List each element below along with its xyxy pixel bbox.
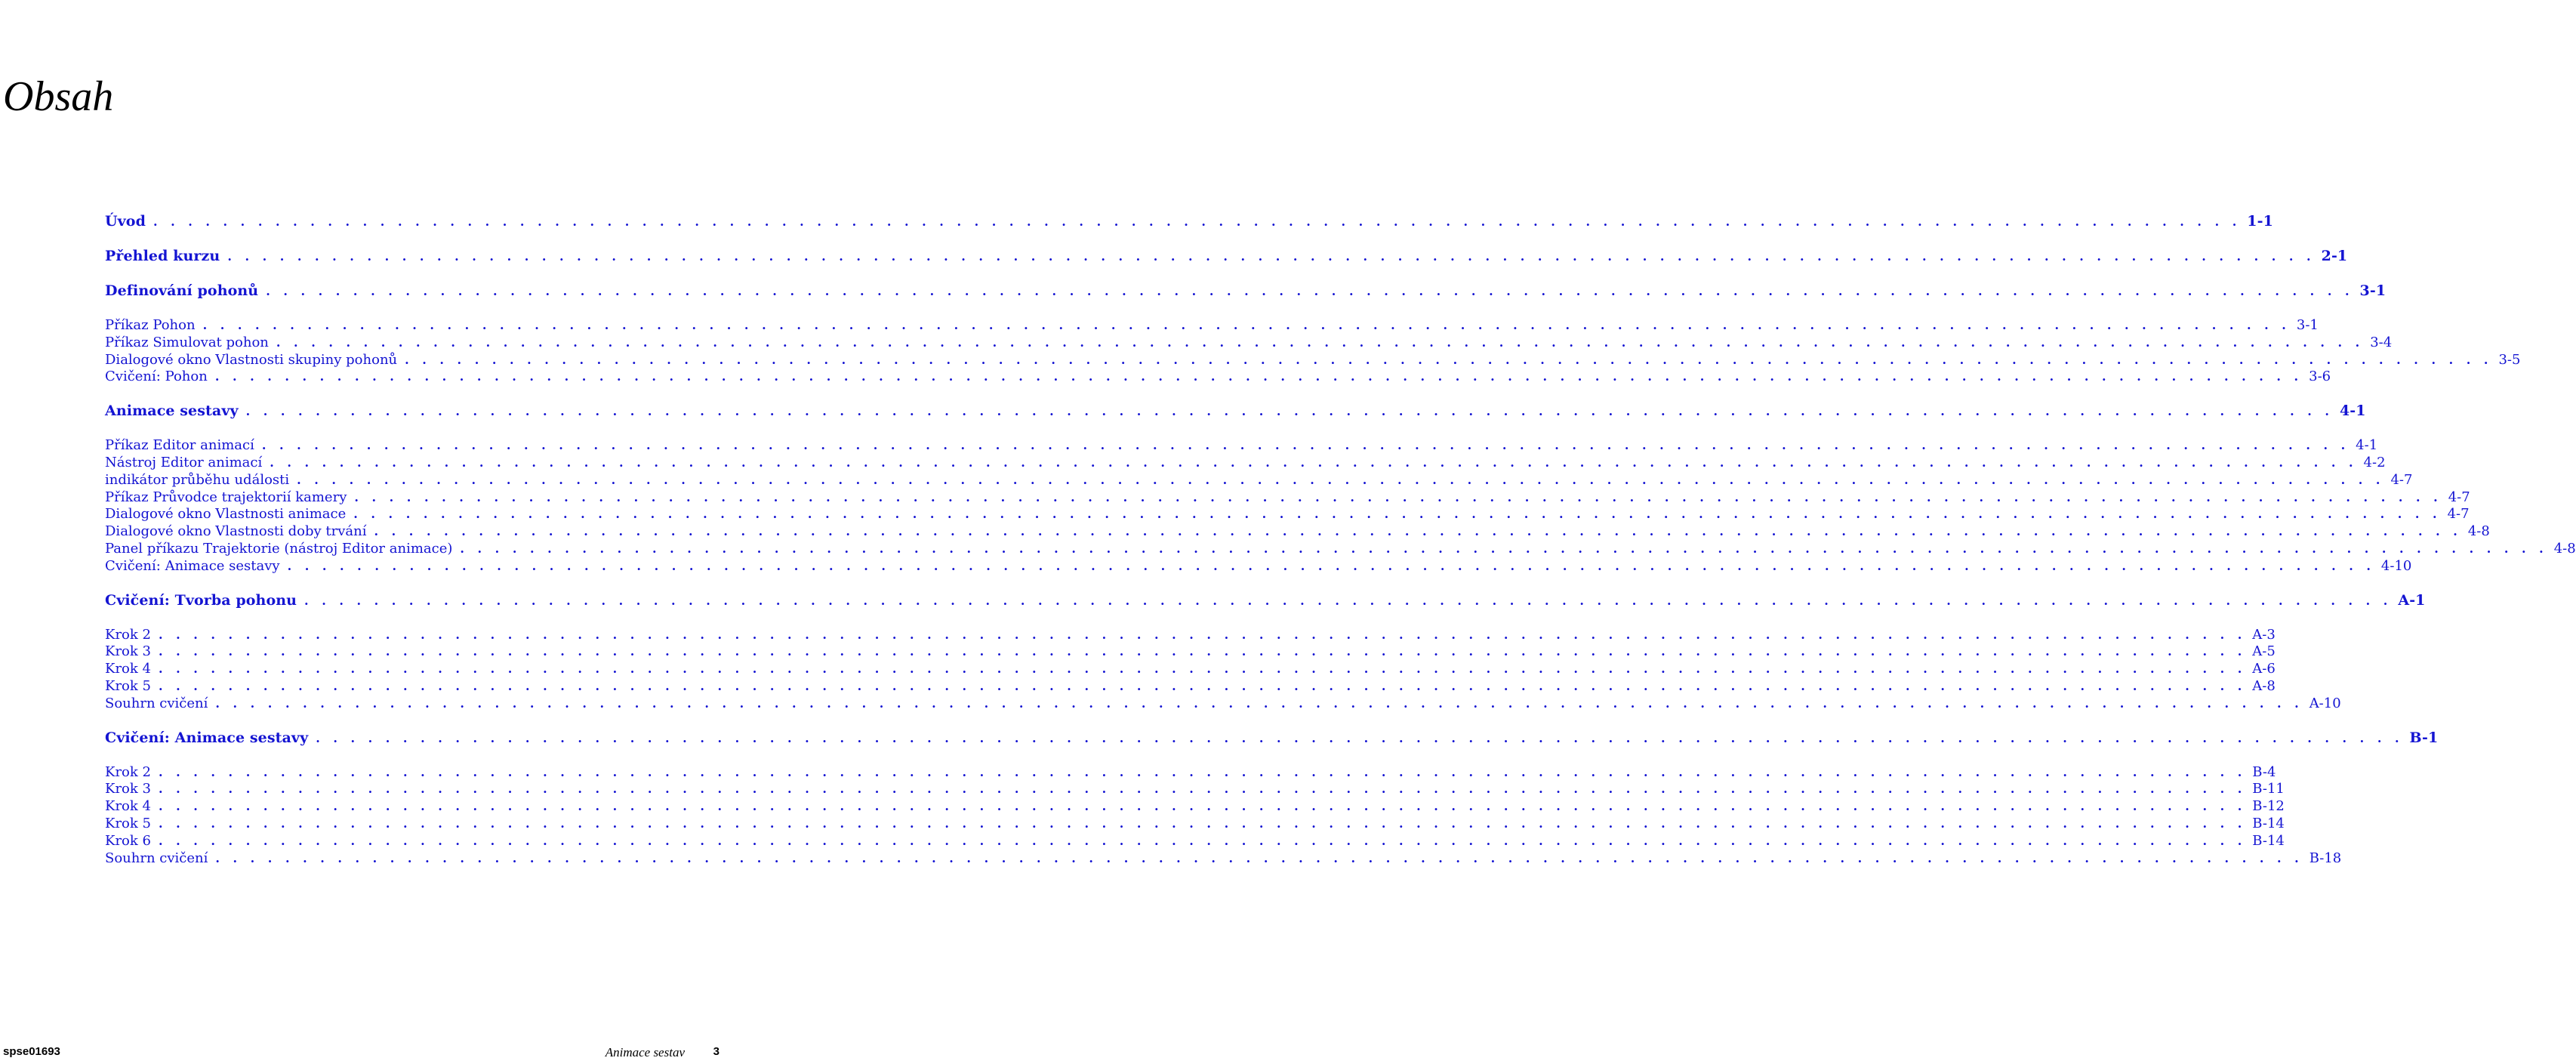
toc-chapter-link[interactable]	[105, 403, 2366, 424]
toc-entry-link[interactable]	[105, 850, 2342, 868]
toc-dot-leader: . . . . . . . . . . . . . . . . . . . . . . . . . . . . . . . . . . . . . . . . . . . . . . . . . . . . . . . . . . . . . . . . . . . . . . . . . . . . . . . . . . . . . . . . . . . . . . . . . . . . . . . . . . . . . . . . . . . . . . . .	[158, 782, 2247, 797]
toc-entry-link[interactable]	[105, 557, 2412, 575]
toc-page-number: B-1	[2409, 729, 2439, 746]
footer-doc-id: spse01693	[3, 1045, 60, 1058]
table-of-contents	[105, 213, 2576, 884]
toc-entry-link[interactable]	[105, 437, 2378, 455]
toc-entry-label: Příkaz Průvodce trajektorií kamery	[105, 489, 347, 505]
toc-entry-label: Souhrn cvičení	[105, 850, 208, 866]
toc-dot-leader: . . . . . . . . . . . . . . . . . . . . . . . . . . . . . . . . . . . . . . . . . . . . . . . . . . . . . . . . . . . . . . . . . . . . . . . . . . . . . . . . . . . . . . . . . . . . . . . . . . . . . . . . . . . . . . . . . . . . . . . .	[354, 489, 2442, 504]
toc-entry-label: Příkaz Pohon	[105, 317, 196, 333]
toc-entry-label: Cvičení: Tvorba pohonu	[105, 591, 297, 609]
toc-page-number: A-10	[2309, 695, 2341, 711]
toc-dot-leader: . . . . . . . . . . . . . . . . . . . . . . . . . . . . . . . . . . . . . . . . . . . . . . . . . . . . . . . . . . . . . . . . . . . . . . . . . . . . . . . . . . . . . . . . . . . . . . . . . . . . . . . . . . . . . . . . . . . . . . . .	[227, 249, 2316, 264]
toc-entry-label: Nástroj Editor animací	[105, 454, 263, 470]
toc-entry-label: Cvičení: Animace sestavy	[105, 729, 309, 746]
toc-page-number: A-5	[2252, 643, 2276, 660]
toc-entry-label: Dialogové okno Vlastnosti animace	[105, 506, 347, 523]
toc-entry-link[interactable]	[105, 506, 2470, 523]
toc-dot-leader: . . . . . . . . . . . . . . . . . . . . . . . . . . . . . . . . . . . . . . . . . . . . . . . . . . . . . . . . . . . . . . . . . . . . . . . . . . . . . . . . . . . . . . . . . . . . . . . . . . . . . . . . . . . . . . . . . . . . . . . .	[158, 644, 2247, 659]
toc-entry-link[interactable]	[105, 540, 2576, 558]
toc-entry-link[interactable]	[105, 471, 2413, 489]
toc-page-number: 4-10	[2380, 557, 2412, 574]
toc-entry-label: Animace sestavy	[105, 403, 239, 420]
toc-entry-label: Cvičení: Pohon	[105, 369, 208, 385]
toc-dot-leader: . . . . . . . . . . . . . . . . . . . . . . . . . . . . . . . . . . . . . . . . . . . . . . . . . . . . . . . . . . . . . . . . . . . . . . . . . . . . . . . . . . . . . . . . . . . . . . . . . . . . . . . . . . . . . . . . . . . . . . . .	[153, 214, 2242, 229]
toc-page-number: 4-8	[2553, 540, 2576, 557]
toc-page-number: 4-2	[2363, 454, 2386, 470]
toc-entry-label: Přehled kurzu	[105, 248, 220, 264]
toc-chapter-link[interactable]	[105, 591, 2426, 613]
toc-section	[105, 729, 2439, 884]
toc-entry-label: Krok 4	[105, 798, 151, 815]
toc-dot-leader: . . . . . . . . . . . . . . . . . . . . . . . . . . . . . . . . . . . . . . . . . . . . . . . . . . . . . . . . . . . . . . . . . . . . . . . . . . . . . . . . . . . . . . . . . . . . . . . . . . . . . . . . . . . . . . . . . . . . . . . .	[297, 472, 2385, 487]
toc-entry-label: Úvod	[105, 213, 146, 230]
toc-page-number: 3-4	[2370, 334, 2393, 350]
toc-dot-leader: . . . . . . . . . . . . . . . . . . . . . . . . . . . . . . . . . . . . . . . . . . . . . . . . . . . . . . . . . . . . . . . . . . . . . . . . . . . . . . . . . . . . . . . . . . . . . . . . . . . . . . . . . . . . . . . . . . . . . . . .	[287, 558, 2375, 573]
toc-entry-label: Panel příkazu Trajektorie (nástroj Editor animace)	[105, 540, 453, 557]
toc-page-number: A-3	[2252, 626, 2276, 643]
toc-page-number: 4-7	[2448, 489, 2470, 505]
toc-entry-label: Krok 2	[105, 626, 151, 643]
toc-entry-link[interactable]	[105, 454, 2386, 472]
toc-dot-leader: . . . . . . . . . . . . . . . . . . . . . . . . . . . . . . . . . . . . . . . . . . . . . . . . . . . . . . . . . . . . . . . . . . . . . . . . . . . . . . . . . . . . . . . . . . . . . . . . . . . . . . . . . . . . . . . . . . . . . . . .	[202, 318, 2291, 332]
toc-entry-link[interactable]	[105, 832, 2285, 850]
page-title: Obsah	[3, 73, 114, 120]
toc-page-number: 4-8	[2467, 523, 2490, 540]
toc-page-number: 3-6	[2309, 369, 2331, 385]
page-footer	[3, 1045, 719, 1060]
toc-page-number: 3-1	[2296, 317, 2319, 333]
toc-entry-link[interactable]	[105, 523, 2490, 541]
toc-dot-leader: . . . . . . . . . . . . . . . . . . . . . . . . . . . . . . . . . . . . . . . . . . . . . . . . . . . . . . . . . . . . . . . . . . . . . . . . . . . . . . . . . . . . . . . . . . . . . . . . . . . . . . . . . . . . . . . . . . . . . . . .	[374, 524, 2462, 539]
toc-entry-label: Krok 5	[105, 677, 151, 694]
toc-chapter-link[interactable]	[105, 248, 2348, 269]
toc-section	[105, 213, 2273, 248]
toc-dot-leader: . . . . . . . . . . . . . . . . . . . . . . . . . . . . . . . . . . . . . . . . . . . . . . . . . . . . . . . . . . . . . . . . . . . . . . . . . . . . . . . . . . . . . . . . . . . . . . . . . . . . . . . . . . . . . . . . . . . . . . . .	[158, 678, 2247, 693]
toc-section	[105, 282, 2521, 403]
toc-page-number: 1-1	[2247, 213, 2273, 230]
toc-entry-link[interactable]	[105, 334, 2393, 352]
toc-entry-label: Definování pohonů	[105, 282, 259, 299]
toc-dot-leader: . . . . . . . . . . . . . . . . . . . . . . . . . . . . . . . . . . . . . . . . . . . . . . . . . . . . . . . . . . . . . . . . . . . . . . . . . . . . . . . . . . . . . . . . . . . . . . . . . . . . . . . . . . . . . . . . . . . . . . . .	[304, 593, 2393, 608]
toc-page-number: 3-5	[2498, 351, 2521, 368]
toc-page-number: B-18	[2309, 850, 2342, 866]
toc-entry-link[interactable]	[105, 643, 2276, 661]
toc-dot-leader: . . . . . . . . . . . . . . . . . . . . . . . . . . . . . . . . . . . . . . . . . . . . . . . . . . . . . . . . . . . . . . . . . . . . . . . . . . . . . . . . . . . . . . . . . . . . . . . . . . . . . . . . . . . . . . . . . . . . . . . .	[158, 799, 2247, 814]
toc-entry-link[interactable]	[105, 351, 2521, 369]
toc-dot-leader: . . . . . . . . . . . . . . . . . . . . . . . . . . . . . . . . . . . . . . . . . . . . . . . . . . . . . . . . . . . . . . . . . . . . . . . . . . . . . . . . . . . . . . . . . . . . . . . . . . . . . . . . . . . . . . . . . . . . . . . .	[158, 833, 2247, 848]
toc-entry-label: Dialogové okno Vlastnosti doby trvání	[105, 523, 367, 540]
toc-entry-label: Souhrn cvičení	[105, 695, 208, 711]
toc-chapter-link[interactable]	[105, 729, 2439, 751]
toc-page-number: 2-1	[2321, 248, 2348, 264]
toc-entry-link[interactable]	[105, 489, 2470, 507]
toc-page-number: B-14	[2252, 815, 2285, 831]
toc-page-number: 4-1	[2356, 437, 2378, 454]
toc-entry-label: Příkaz Simulovat pohon	[105, 334, 269, 350]
toc-section	[105, 248, 2348, 282]
toc-dot-leader: . . . . . . . . . . . . . . . . . . . . . . . . . . . . . . . . . . . . . . . . . . . . . . . . . . . . . . . . . . . . . . . . . . . . . . . . . . . . . . . . . . . . . . . . . . . . . . . . . . . . . . . . . . . . . . . . . . . . . . . .	[158, 764, 2247, 779]
footer-page-number: 3	[713, 1045, 719, 1058]
toc-entry-label: Dialogové okno Vlastnosti skupiny pohonů	[105, 351, 398, 368]
toc-dot-leader: . . . . . . . . . . . . . . . . . . . . . . . . . . . . . . . . . . . . . . . . . . . . . . . . . . . . . . . . . . . . . . . . . . . . . . . . . . . . . . . . . . . . . . . . . . . . . . . . . . . . . . . . . . . . . . . . . . . . . . . .	[353, 507, 2442, 522]
toc-entry-label: Krok 6	[105, 832, 151, 849]
toc-entry-label: indikátor průběhu události	[105, 471, 290, 488]
toc-entry-link[interactable]	[105, 781, 2285, 798]
toc-entry-link[interactable]	[105, 798, 2285, 816]
toc-dot-leader: . . . . . . . . . . . . . . . . . . . . . . . . . . . . . . . . . . . . . . . . . . . . . . . . . . . . . . . . . . . . . . . . . . . . . . . . . . . . . . . . . . . . . . . . . . . . . . . . . . . . . . . . . . . . . . . . . . . . . . . .	[158, 662, 2247, 677]
toc-entry-label: Příkaz Editor animací	[105, 437, 254, 454]
toc-page-number: 4-7	[2447, 506, 2470, 523]
toc-entry-link[interactable]	[105, 317, 2319, 335]
toc-page-number: B-11	[2252, 781, 2285, 797]
toc-entry-link[interactable]	[105, 695, 2341, 713]
toc-entry-link[interactable]	[105, 677, 2276, 696]
toc-page-number: B-14	[2252, 832, 2285, 849]
toc-entry-label: Cvičení: Animace sestavy	[105, 557, 280, 574]
toc-entry-link[interactable]	[105, 661, 2276, 678]
toc-dot-leader: . . . . . . . . . . . . . . . . . . . . . . . . . . . . . . . . . . . . . . . . . . . . . . . . . . . . . . . . . . . . . . . . . . . . . . . . . . . . . . . . . . . . . . . . . . . . . . . . . . . . . . . . . . . . . . . . . . . . . . . .	[316, 730, 2404, 745]
toc-entry-link[interactable]	[105, 369, 2331, 386]
toc-dot-leader: . . . . . . . . . . . . . . . . . . . . . . . . . . . . . . . . . . . . . . . . . . . . . . . . . . . . . . . . . . . . . . . . . . . . . . . . . . . . . . . . . . . . . . . . . . . . . . . . . . . . . . . . . . . . . . . . . . . . . . . .	[215, 696, 2303, 711]
toc-chapter-link[interactable]	[105, 213, 2273, 234]
toc-page-number: B-12	[2252, 798, 2285, 815]
toc-section	[105, 591, 2426, 729]
toc-dot-leader: . . . . . . . . . . . . . . . . . . . . . . . . . . . . . . . . . . . . . . . . . . . . . . . . . . . . . . . . . . . . . . . . . . . . . . . . . . . . . . . . . . . . . . . . . . . . . . . . . . . . . . . . . . . . . . . . . . . . . . . .	[261, 438, 2350, 453]
toc-dot-leader: . . . . . . . . . . . . . . . . . . . . . . . . . . . . . . . . . . . . . . . . . . . . . . . . . . . . . . . . . . . . . . . . . . . . . . . . . . . . . . . . . . . . . . . . . . . . . . . . . . . . . . . . . . . . . . . . . . . . . . . .	[215, 850, 2303, 865]
toc-entry-link[interactable]	[105, 763, 2276, 782]
toc-dot-leader: . . . . . . . . . . . . . . . . . . . . . . . . . . . . . . . . . . . . . . . . . . . . . . . . . . . . . . . . . . . . . . . . . . . . . . . . . . . . . . . . . . . . . . . . . . . . . . . . . . . . . . . . . . . . . . . . . . . . . . . .	[158, 816, 2247, 831]
toc-dot-leader: . . . . . . . . . . . . . . . . . . . . . . . . . . . . . . . . . . . . . . . . . . . . . . . . . . . . . . . . . . . . . . . . . . . . . . . . . . . . . . . . . . . . . . . . . . . . . . . . . . . . . . . . . . . . . . . . . . . . . . . .	[276, 335, 2365, 350]
toc-page-number: 3-1	[2359, 282, 2386, 299]
toc-dot-leader: . . . . . . . . . . . . . . . . . . . . . . . . . . . . . . . . . . . . . . . . . . . . . . . . . . . . . . . . . . . . . . . . . . . . . . . . . . . . . . . . . . . . . . . . . . . . . . . . . . . . . . . . . . . . . . . . . . . . . . . .	[266, 284, 2354, 298]
toc-entry-label: Krok 2	[105, 763, 151, 780]
toc-dot-leader: . . . . . . . . . . . . . . . . . . . . . . . . . . . . . . . . . . . . . . . . . . . . . . . . . . . . . . . . . . . . . . . . . . . . . . . . . . . . . . . . . . . . . . . . . . . . . . . . . . . . . . . . . . . . . . . . . . . . . . . .	[270, 455, 2358, 470]
toc-entry-label: Krok 3	[105, 643, 151, 660]
toc-page-number: A-1	[2398, 591, 2426, 609]
footer-doc-title: Animace sestav	[605, 1045, 685, 1059]
toc-entry-label: Krok 4	[105, 661, 151, 677]
toc-page-number: B-4	[2252, 763, 2276, 780]
toc-page-number: A-8	[2252, 677, 2276, 694]
toc-dot-leader: . . . . . . . . . . . . . . . . . . . . . . . . . . . . . . . . . . . . . . . . . . . . . . . . . . . . . . . . . . . . . . . . . . . . . . . . . . . . . . . . . . . . . . . . . . . . . . . . . . . . . . . . . . . . . . . . . . . . . . . .	[158, 627, 2247, 642]
toc-entry-label: Krok 3	[105, 781, 151, 797]
toc-dot-leader: . . . . . . . . . . . . . . . . . . . . . . . . . . . . . . . . . . . . . . . . . . . . . . . . . . . . . . . . . . . . . . . . . . . . . . . . . . . . . . . . . . . . . . . . . . . . . . . . . . . . . . . . . . . . . . . . . . . . . . . .	[460, 541, 2548, 556]
toc-entry-link[interactable]	[105, 815, 2285, 833]
toc-dot-leader: . . . . . . . . . . . . . . . . . . . . . . . . . . . . . . . . . . . . . . . . . . . . . . . . . . . . . . . . . . . . . . . . . . . . . . . . . . . . . . . . . . . . . . . . . . . . . . . . . . . . . . . . . . . . . . . . . . . . . . . .	[214, 369, 2303, 384]
toc-page-number: 4-7	[2390, 471, 2413, 488]
toc-page-number: 4-1	[2339, 403, 2366, 420]
toc-dot-leader: . . . . . . . . . . . . . . . . . . . . . . . . . . . . . . . . . . . . . . . . . . . . . . . . . . . . . . . . . . . . . . . . . . . . . . . . . . . . . . . . . . . . . . . . . . . . . . . . . . . . . . . . . . . . . . . . . . . . . . . .	[405, 352, 2493, 367]
toc-entry-label: Krok 5	[105, 815, 151, 831]
toc-dot-leader: . . . . . . . . . . . . . . . . . . . . . . . . . . . . . . . . . . . . . . . . . . . . . . . . . . . . . . . . . . . . . . . . . . . . . . . . . . . . . . . . . . . . . . . . . . . . . . . . . . . . . . . . . . . . . . . . . . . . . . . .	[245, 404, 2334, 419]
toc-entry-link[interactable]	[105, 626, 2276, 644]
toc-chapter-link[interactable]	[105, 282, 2386, 304]
toc-section	[105, 403, 2576, 591]
toc-page-number: A-6	[2252, 661, 2276, 677]
